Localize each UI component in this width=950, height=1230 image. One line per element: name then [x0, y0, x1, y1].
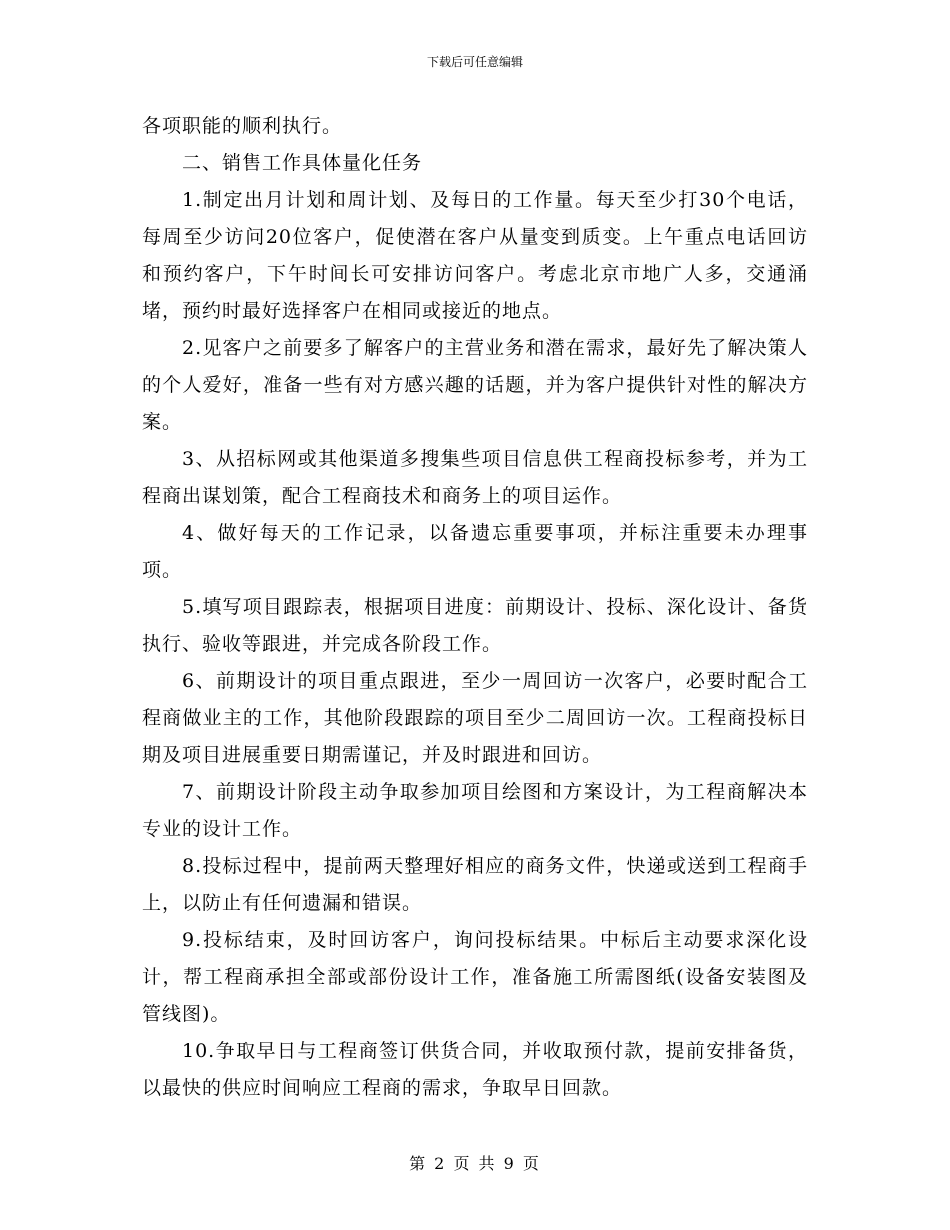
section-heading: 二、销售工作具体量化任务 — [182, 152, 423, 174]
paragraph-item-7: 7、前期设计阶段主动争取参加项目绘图和方案设计，为工程商解决本专业的设计工作。 — [142, 781, 808, 840]
page-number: 第 2 页 共 9 页 — [409, 1154, 541, 1173]
paragraph-item-4: 4、做好每天的工作记录，以备遗忘重要事项，并标注重要未办理事项。 — [142, 522, 808, 581]
paragraph-item-5: 5.填写项目跟踪表，根据项目进度：前期设计、投标、深化设计、备货执行、验收等跟进，并完成各阶段工作。 — [142, 596, 808, 655]
paragraph-item-2: 2.见客户之前要多了解客户的主营业务和潜在需求，最好先了解决策人的个人爱好，准备一些有对方感兴趣的话题，并为客户提供针对性的解决方案。 — [142, 337, 808, 433]
header-text: 下载后可任意编辑 — [426, 55, 523, 69]
page-footer — [0, 1152, 950, 1176]
paragraph-item-6: 6、前期设计的项目重点跟进，至少一周回访一次客户，必要时配合工程商做业主的工作，其他阶段跟踪的项目至少二周回访一次。工程商投标日期及项目进展重要日期需谨记，并及时跟进和回访。 — [142, 670, 808, 766]
paragraph-item-9: 9.投标结束，及时回访客户，询问投标结果。中标后主动要求深化设计，帮工程商承担全部或部份设计工作，准备施工所需图纸(设备安装图及管线图)。 — [142, 929, 808, 1025]
paragraph-item-10: 10.争取早日与工程商签订供货合同，并收取预付款，提前安排备货，以最快的供应时间响应工程商的需求，争取早日回款。 — [142, 1040, 808, 1099]
paragraph-item-3: 3、从招标网或其他渠道多搜集些项目信息供工程商投标参考，并为工程商出谋划策，配合工程商技术和商务上的项目运作。 — [142, 448, 808, 507]
paragraph-continuation: 各项职能的顺利执行。 — [142, 115, 343, 137]
paragraph-item-8: 8.投标过程中，提前两天整理好相应的商务文件，快递或送到工程商手上，以防止有任何遗漏和错误。 — [142, 855, 808, 914]
page-header — [0, 54, 950, 70]
document-body — [142, 108, 808, 1107]
paragraph-item-1: 1.制定出月计划和周计划、及每日的工作量。每天至少打30个电话，每周至少访问20位客户，促使潜在客户从量变到质变。上午重点电话回访和预约客户，下午时间长可安排访问客户。考虑北京市地广人多，交通涌堵，预约时最好选择客户在相同或接近的地点。 — [142, 189, 808, 322]
